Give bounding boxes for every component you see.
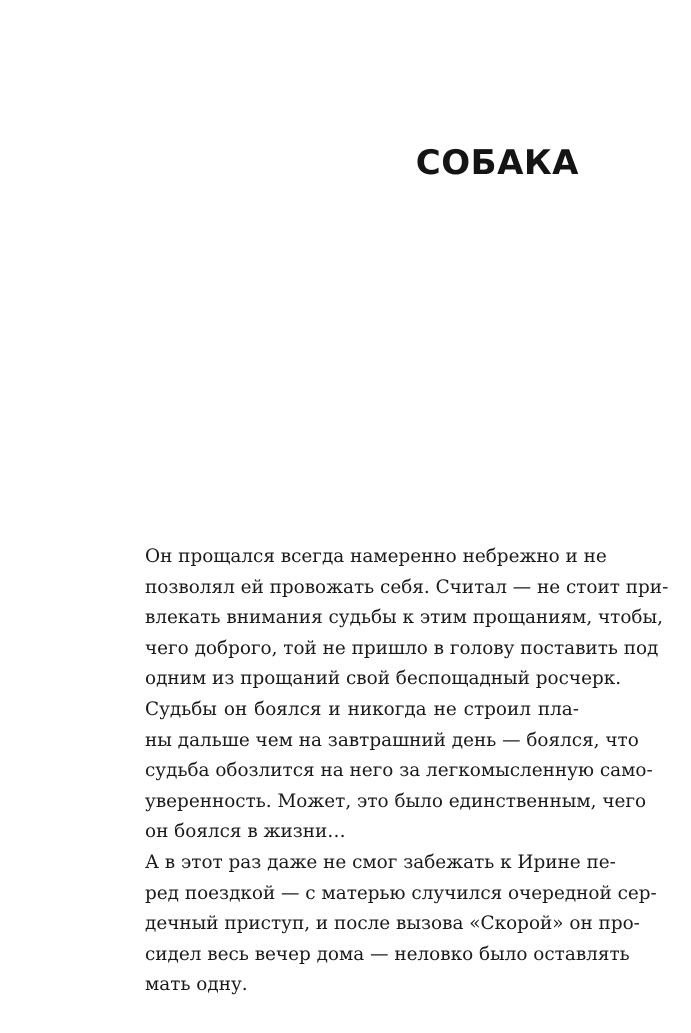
text-line: мать одну. — [145, 974, 248, 996]
text-line: Он прощался всегда намеренно небрежно и не — [145, 546, 607, 567]
text-line: позволял ей провожать себя. Считал — не стоит при- — [145, 576, 669, 598]
chapter-title: СОБАКА — [415, 143, 579, 183]
text-line: он боялся в жизни… — [145, 821, 346, 843]
text-line: влекать внимания судьбы к этим прощаниям, чтобы, — [145, 607, 663, 629]
text-line: Судьбы он боялся и никогда не строил пла- — [145, 698, 579, 720]
text-line: чего доброго, той не пришло в голову поставить под — [145, 637, 659, 659]
text-line: ны дальше чем на завтрашний день — боялся, что — [145, 729, 639, 751]
text-line: сидел весь вечер дома — неловко было оставлять — [145, 943, 630, 965]
text-line: уверенность. Может, это было единственным, чего — [145, 790, 647, 812]
paragraph-1 — [115, 542, 669, 695]
paragraph-2 — [115, 695, 653, 848]
text-line: ред поездкой — с матерью случился очередной сер- — [145, 882, 657, 904]
chapter-body — [115, 542, 669, 1001]
text-line: судьба обозлится на него за легкомысленную само- — [145, 760, 653, 782]
text-line: А в этот раз даже не смог забежать к Ирине пе- — [145, 851, 616, 873]
text-line: дечный приступ, и после вызова «Скорой» он про- — [145, 913, 640, 935]
text-line: одним из прощаний свой беспощадный росчерк. — [145, 668, 622, 690]
paragraph-3 — [115, 848, 657, 1001]
